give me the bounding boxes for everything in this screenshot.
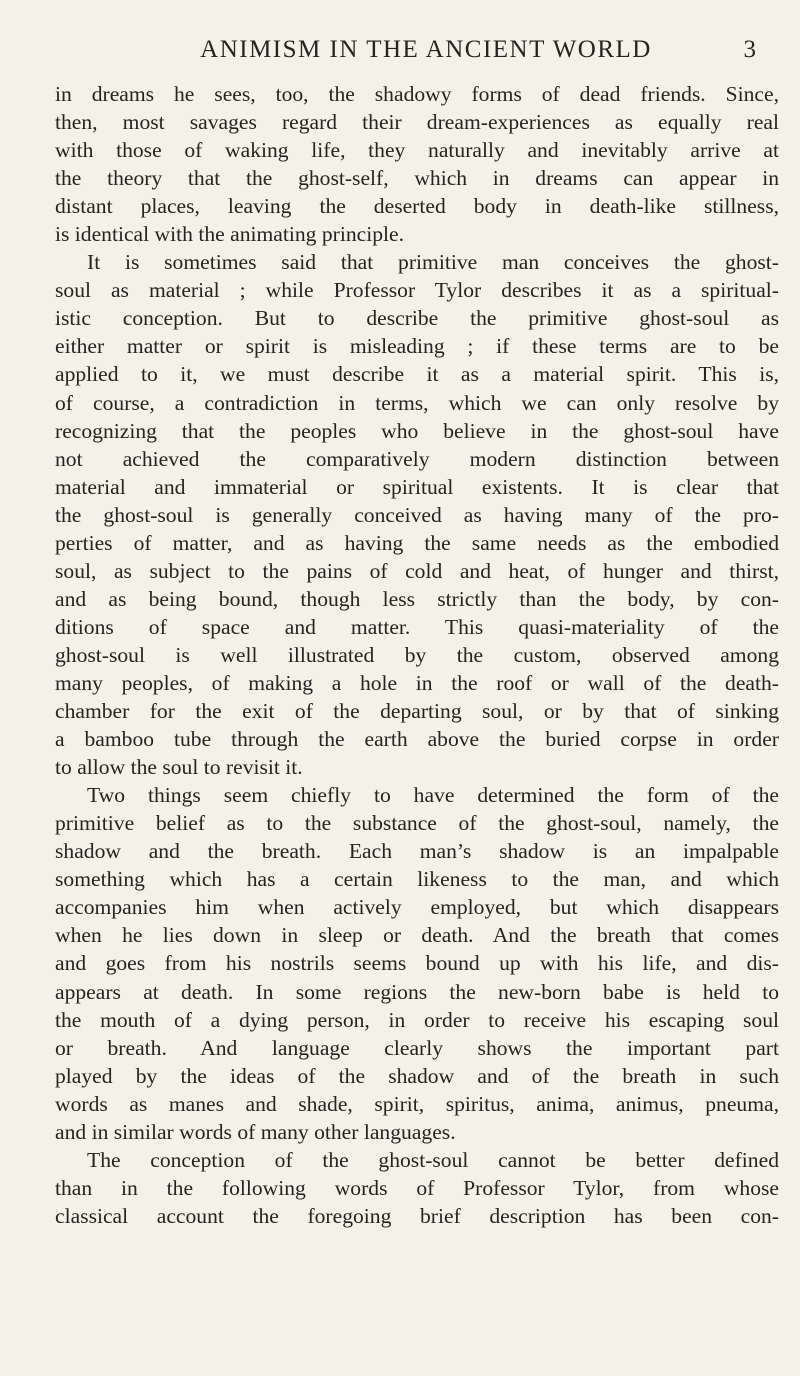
text-line: and goes from his nostrils seems bound up with his life, and dis-: [55, 951, 779, 976]
body-text: [55, 80, 779, 1230]
text-line: ghost-soul is well illustrated by the custom, observed among: [55, 642, 779, 667]
text-line: soul as material ; while Professor Tylor describes it as a spiritual-: [55, 278, 779, 303]
text-line: classical account the foregoing brief description has been con-: [55, 1203, 779, 1228]
text-line: chamber for the exit of the departing soul, or by that of sinking: [55, 699, 779, 724]
text-line: or breath. And language clearly shows the important part: [55, 1035, 779, 1060]
text-line: and in similar words of many other languages.: [55, 1119, 456, 1144]
text-line: soul, as subject to the pains of cold and heat, of hunger and thirst,: [55, 558, 779, 583]
text-line: to allow the soul to revisit it.: [55, 755, 303, 780]
text-line: distant places, leaving the deserted body in death-like stillness,: [55, 194, 779, 219]
text-line: words as manes and shade, spirit, spiritus, anima, animus, pneuma,: [55, 1091, 779, 1116]
text-line: the mouth of a dying person, in order to receive his escaping soul: [55, 1007, 779, 1032]
text-line: ditions of space and matter. This quasi-materiality of the: [55, 614, 779, 639]
text-line: perties of matter, and as having the same needs as the embodied: [55, 530, 779, 555]
text-line: then, most savages regard their dream-experiences as equally real: [55, 110, 779, 135]
text-line: appears at death. In some regions the new-born babe is held to: [55, 979, 779, 1004]
text-line: istic conception. But to describe the primitive ghost-soul as: [55, 306, 779, 331]
text-line: of course, a contradiction in terms, which we can only resolve by: [55, 390, 779, 415]
text-line: Two things seem chiefly to have determined the form of the: [87, 783, 779, 808]
text-line: something which has a certain likeness to the man, and which: [55, 867, 779, 892]
text-line: the ghost-soul is generally conceived as having many of the pro-: [55, 502, 779, 527]
text-line: recognizing that the peoples who believe in the ghost-soul have: [55, 418, 779, 443]
text-line: when he lies down in sleep or death. And the breath that comes: [55, 923, 779, 948]
text-line: a bamboo tube through the earth above the buried corpse in order: [55, 727, 779, 752]
text-line: either matter or spirit is misleading ; if these terms are to be: [55, 334, 779, 359]
text-line: accompanies him when actively employed, but which disappears: [55, 895, 779, 920]
text-line: the theory that the ghost-self, which in dreams can appear in: [55, 166, 779, 191]
page-number: 3: [743, 36, 756, 63]
text-line: shadow and the breath. Each man’s shadow is an impalpable: [55, 839, 779, 864]
text-line: not achieved the comparatively modern distinction between: [55, 446, 779, 471]
text-line: in dreams he sees, too, the shadowy forms of dead friends. Since,: [55, 82, 779, 106]
text-line: applied to it, we must describe it as a material spirit. This is,: [55, 362, 779, 387]
text-line: primitive belief as to the substance of the ghost-soul, namely, the: [55, 811, 779, 836]
text-line: many peoples, of making a hole in the roof or wall of the death-: [55, 670, 779, 695]
text-line: than in the following words of Professor Tylor, from whose: [55, 1175, 779, 1200]
text-line: and as being bound, though less strictly than the body, by con-: [55, 586, 779, 611]
text-line: is identical with the animating principle.: [55, 222, 405, 247]
running-head: ANIMISM IN THE ANCIENT WORLD: [200, 36, 652, 63]
text-line: played by the ideas of the shadow and of the breath in such: [55, 1063, 779, 1088]
text-line: It is sometimes said that primitive man conceives the ghost-: [87, 250, 779, 275]
text-line: with those of waking life, they naturally and inevitably arrive at: [55, 138, 779, 163]
text-line: The conception of the ghost-soul cannot be better defined: [87, 1147, 779, 1172]
text-line: material and immaterial or spiritual existents. It is clear that: [55, 474, 779, 499]
